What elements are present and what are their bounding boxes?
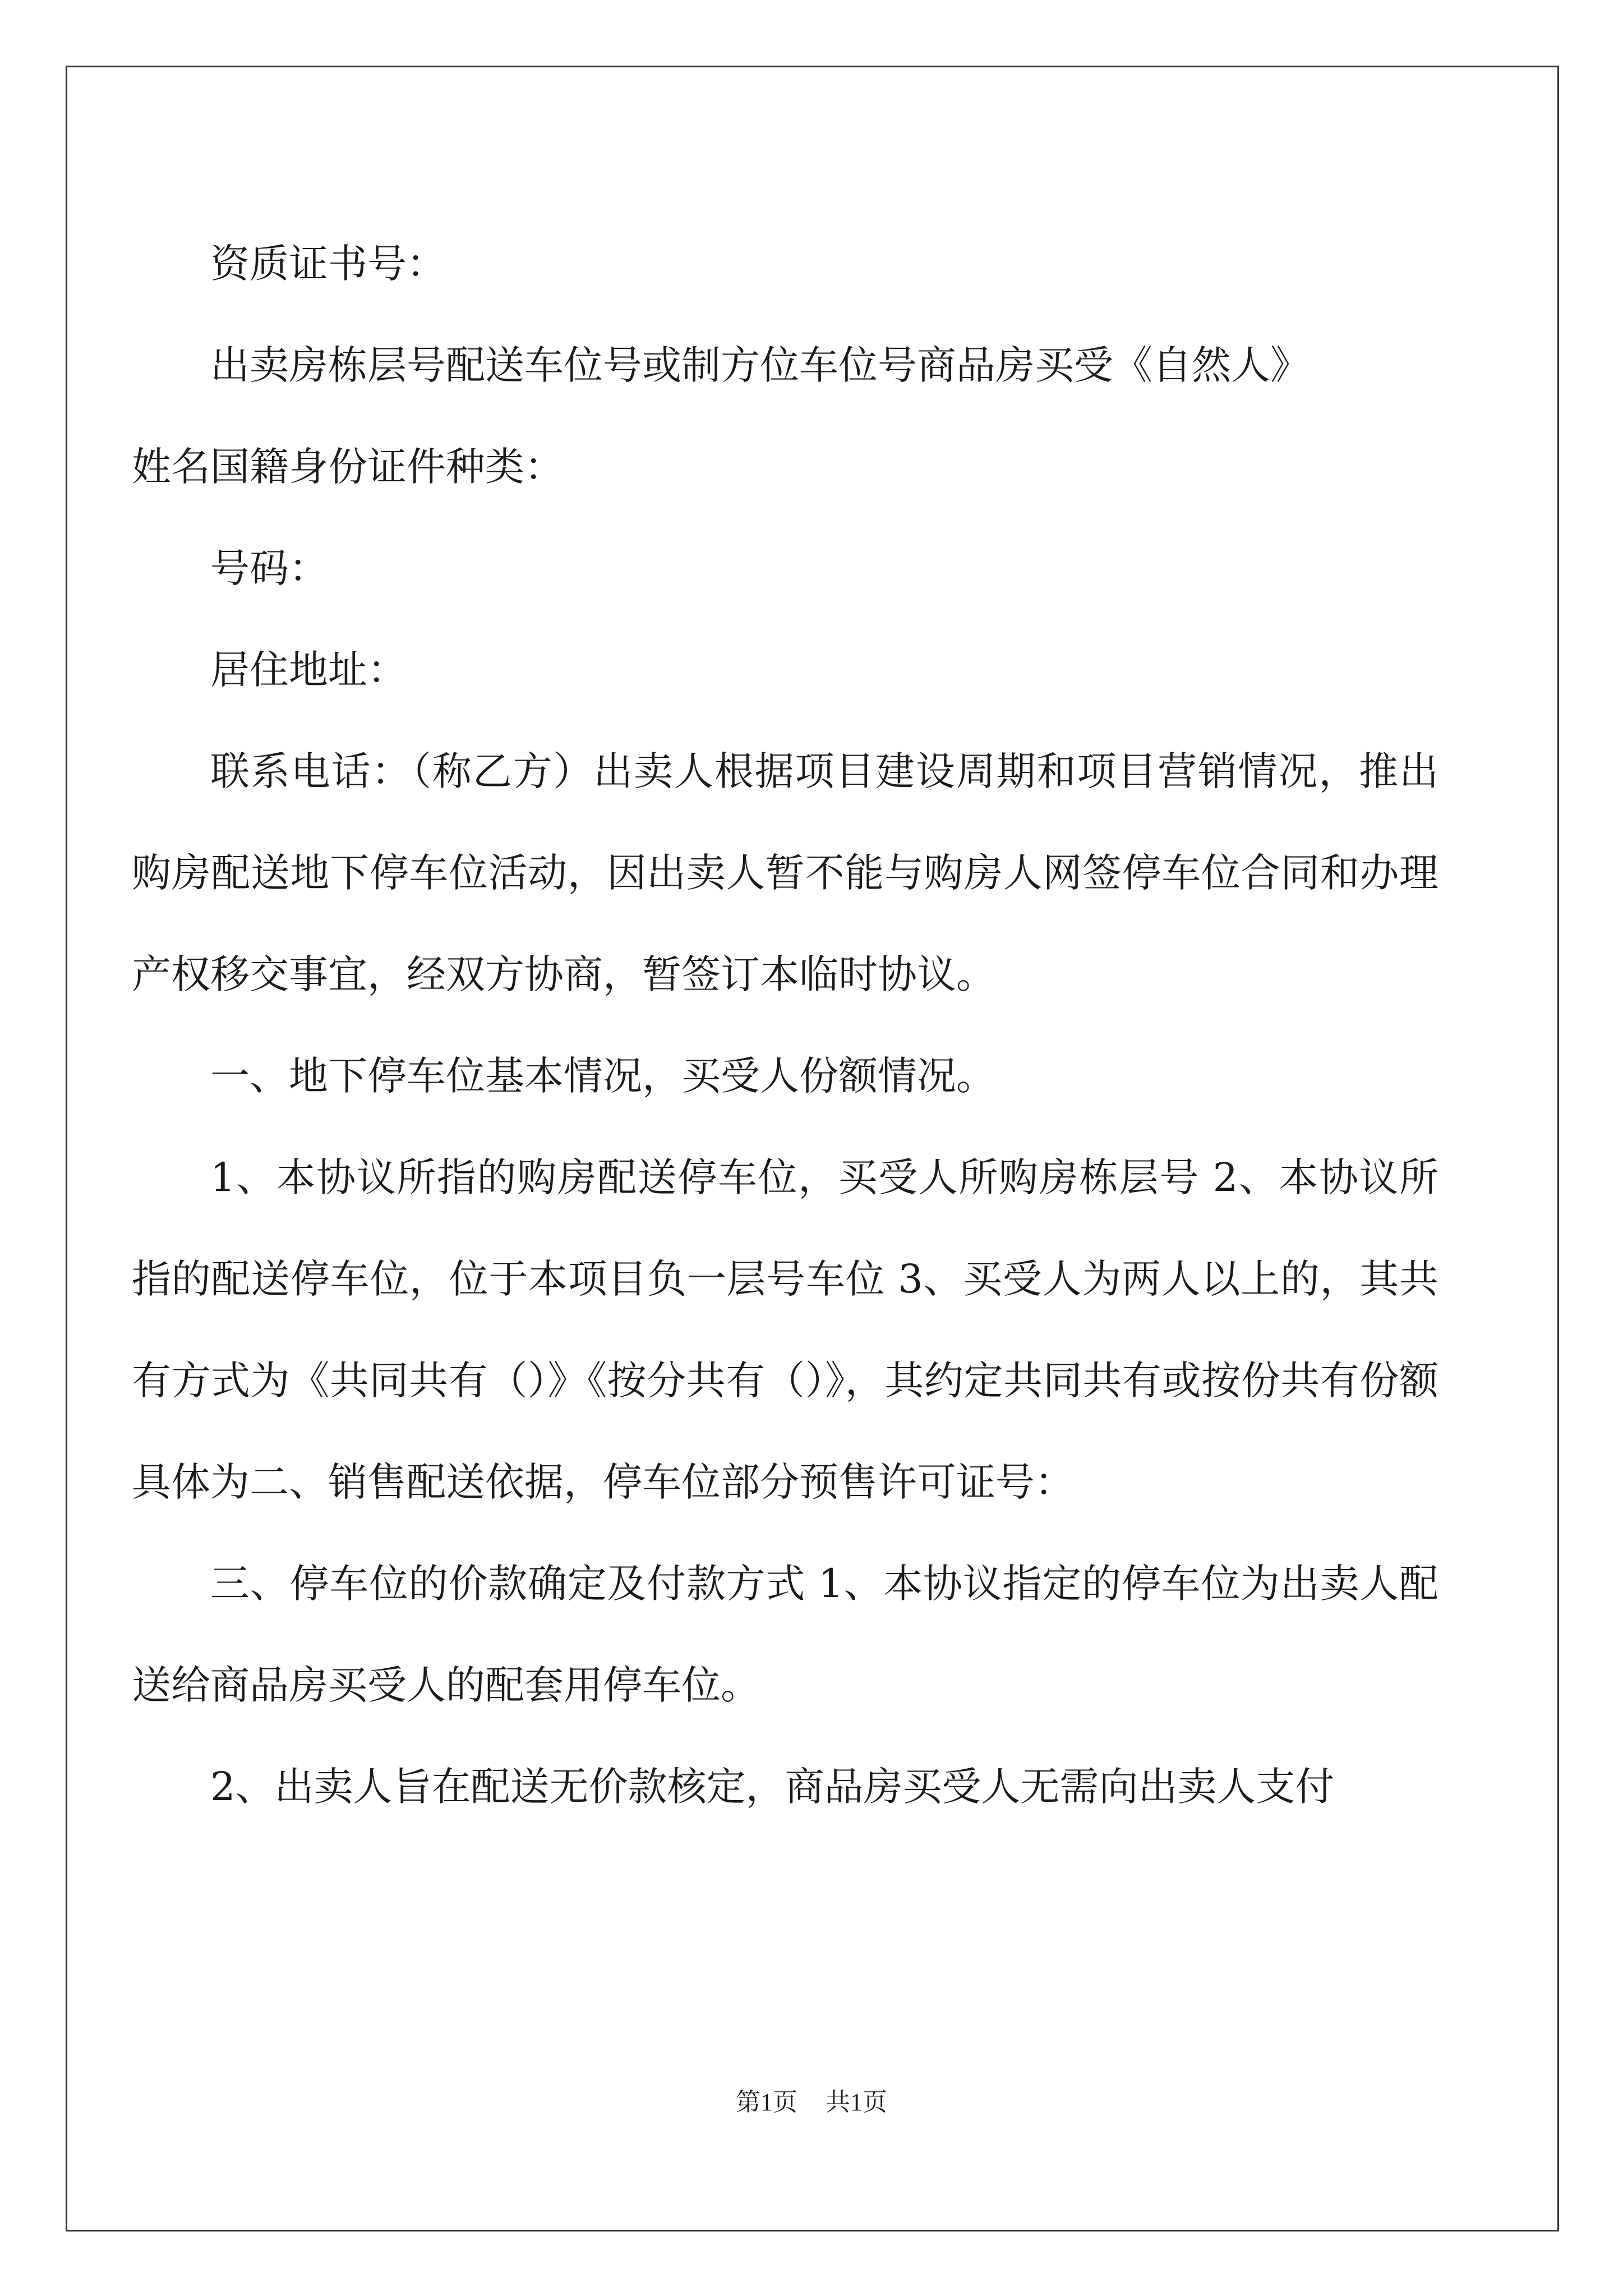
paragraph-item-two: 2、出卖人旨在配送无价款核定，商品房买受人无需向出卖人支付 <box>210 1764 1335 1810</box>
paragraph-number: 号码： <box>210 545 328 591</box>
paragraph-address: 居住地址： <box>210 647 407 693</box>
paragraph-section-three: 三、停车位的价款确定及付款方式 1、本协议指定的停车位为出卖人配送给商品房买受人的配套用停车位。 <box>132 1561 1438 1708</box>
page-footer <box>0 2086 1623 2119</box>
paragraph-contact: 联系电话：（称乙方）出卖人根据项目建设周期和项目营销情况，推出购房配送地下停车位活动，因出卖人暂不能与购房人网签停车位合同和办理产权移交事宜，经双方协商，暂签订本临时协议。 <box>132 748 1438 997</box>
page-number: 第1页 <box>736 2088 797 2116</box>
document-body <box>132 213 1438 1838</box>
paragraph-item-one: 1、本协议所指的购房配送停车位，买受人所购房栋层号 2、本协议所指的配送停车位，位于本项目负一层号车位 3、买受人为两人以上的，其共有方式为《共同共有（）》《按分共有（）》，其约定共同共有或按份共有份额具体为二、销售配送依据，停车位部分预售许可证号： <box>132 1154 1438 1505</box>
paragraph-certificate-number: 资质证书号： <box>210 241 446 287</box>
paragraph-id-type: 姓名国籍身份证件种类： <box>132 444 564 490</box>
paragraph-section-one: 一、地下停车位基本情况，买受人份额情况。 <box>210 1053 995 1099</box>
page-total: 共1页 <box>826 2088 887 2116</box>
paragraph-seller-property: 出卖房栋层号配送车位号或制方位车位号商品房买受《自然人》 <box>210 342 1310 388</box>
